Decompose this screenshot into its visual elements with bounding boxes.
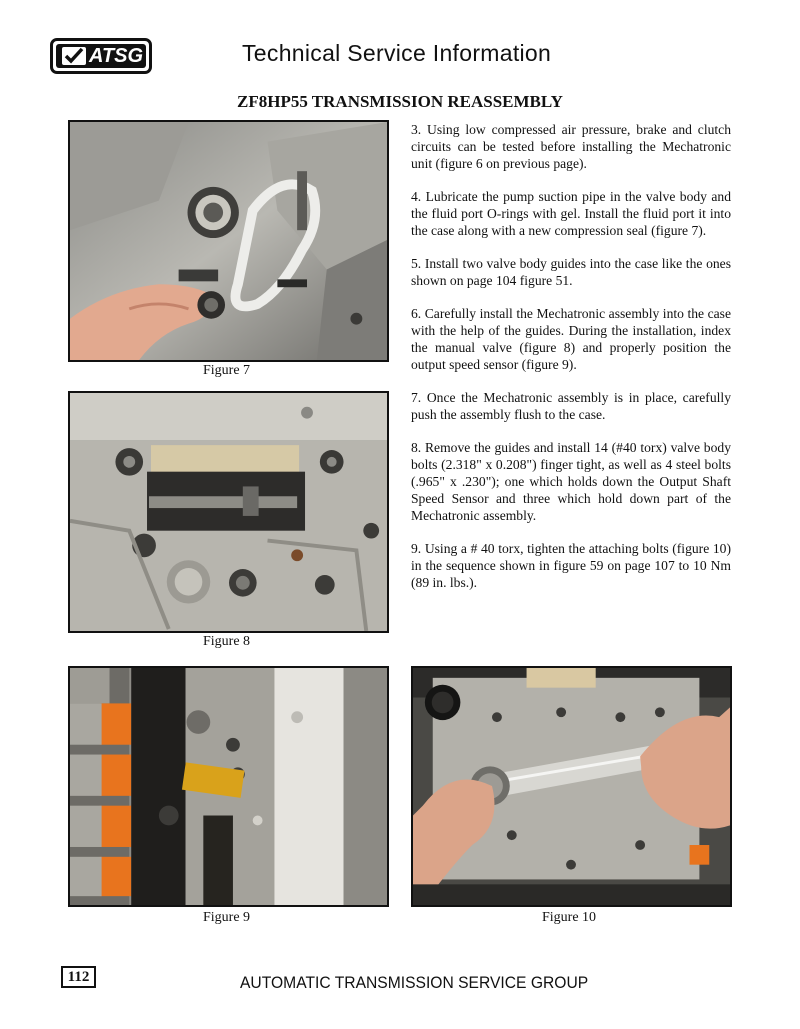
- figure-8-caption: Figure 8: [203, 634, 251, 649]
- step-9: 9. Using a # 40 torx, tighten the attaching bolts (figure 10) in the sequence shown in figure 59 on page 107 to 10 Nm (89 in. lbs.).: [411, 541, 731, 590]
- figure-10-photo: [411, 666, 732, 907]
- step-7: 7. Once the Mechatronic assembly is in place, carefully push the assembly flush to the case.: [411, 390, 731, 422]
- checkmark-icon: [61, 45, 87, 67]
- step-4: 4. Lubricate the pump suction pipe in the valve body and the fluid port O-rings with gel. Install the fluid port it into the case along with a new compression seal (figure 7).: [411, 189, 731, 238]
- header-title: Technical Service Information: [242, 40, 552, 66]
- step-6: 6. Carefully install the Mechatronic assembly into the case with the help of the guides. During the installation, index the manual valve (figure 8) and properly position the output speed sensor (figure 9).: [411, 306, 731, 372]
- logo-text: ATSG: [89, 44, 144, 67]
- figure-7-caption: Figure 7: [203, 363, 251, 378]
- figure-10-caption: Figure 10: [542, 910, 597, 925]
- atsg-logo: [50, 38, 152, 74]
- procedure-steps: [411, 121, 731, 607]
- document-title: ZF8HP55 TRANSMISSION REASSEMBLY: [237, 92, 563, 111]
- step-5: 5. Install two valve body guides into the case like the ones shown on page 104 figure 51.: [411, 256, 731, 288]
- figure-8-photo: [68, 391, 389, 633]
- figure-9-photo: [68, 666, 389, 907]
- page-number: 112: [61, 966, 96, 988]
- step-3: 3. Using low compressed air pressure, brake and clutch circuits can be tested before installing the Mechatronic unit (figure 6 on previous page).: [411, 122, 731, 171]
- footer-org-name: AUTOMATIC TRANSMISSION SERVICE GROUP: [240, 973, 589, 992]
- step-8: 8. Remove the guides and install 14 (#40 torx) valve body bolts (2.318" x 0.208") finger tight, as well as 4 steel bolts (.965" x .230"); one which holds down the Output Shaft Speed Sensor and three which hold down part of the Mechatronic assembly.: [411, 440, 731, 523]
- figure-7-photo: [68, 120, 389, 362]
- figure-9-caption: Figure 9: [203, 910, 251, 925]
